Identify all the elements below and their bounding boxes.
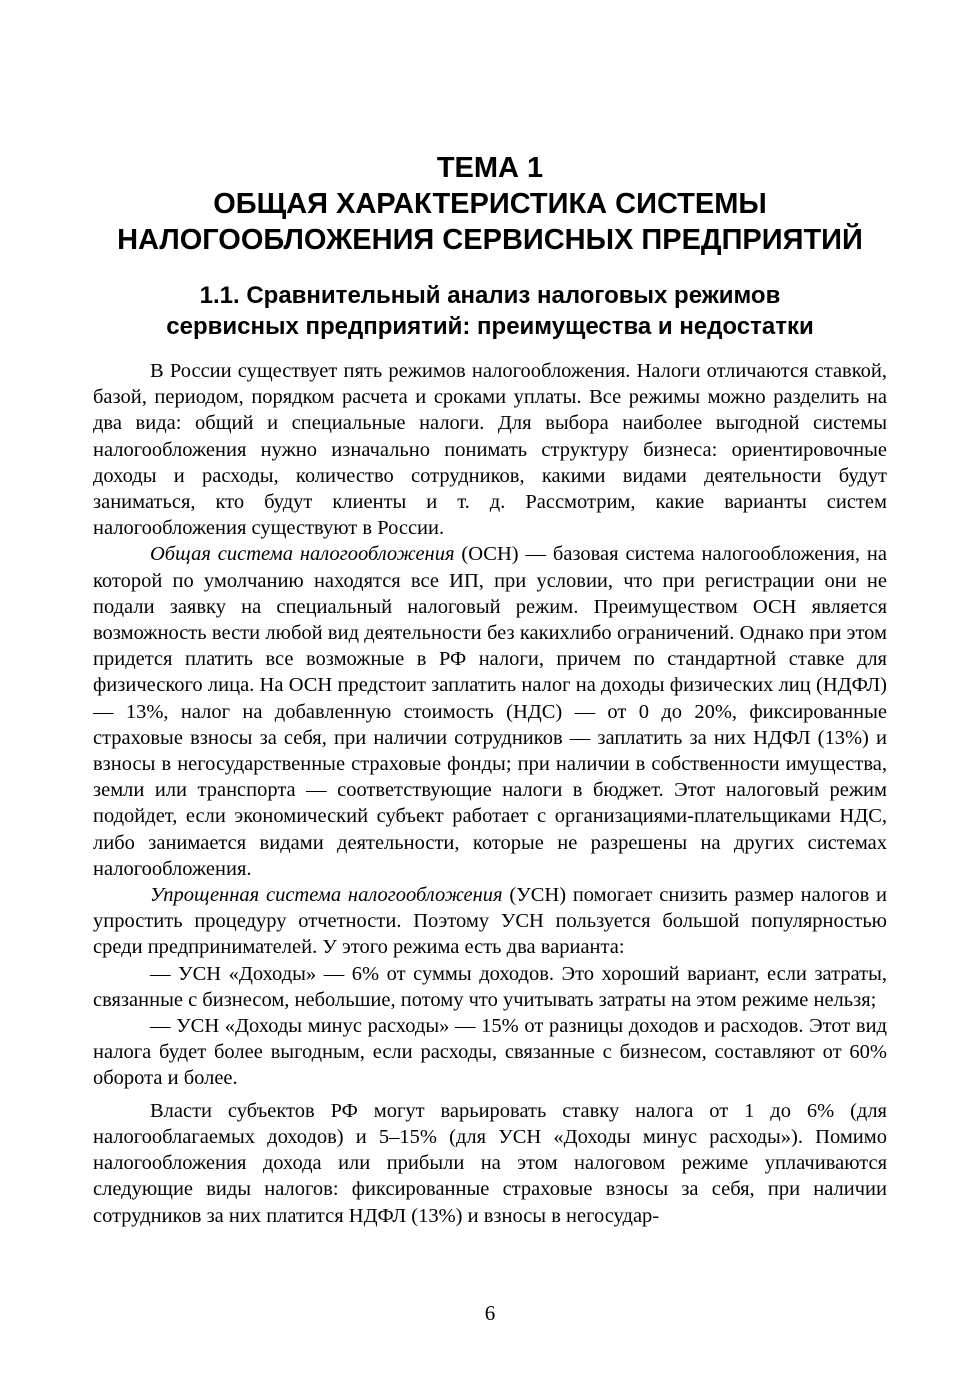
chapter-number: ТЕМА 1 [436, 152, 544, 184]
paragraph-intro: В России существует пять режимов налогообложения. Налоги отличаются ставкой, базой, периодом, порядком расчета и сроками уплаты. Все режимы можно разделить на два вида: общий и специальные налоги. Для выбора наиболее выгодной системы налогообложения нужно изначально понимать структуру бизнеса: ориентировочные доходы и расходы, количество сотрудников, какими видами деятельности будут заниматься, кто будут клиенты и т. д. Рассмотрим, какие варианты систем налогообложения существуют в России. [93, 360, 887, 540]
section-heading [93, 280, 887, 342]
page-number: 6 [484, 1301, 496, 1325]
list-item-usn-income: — УСН «Доходы» — 6% от суммы доходов. Это хороший вариант, если затраты, связанные с бизнесом, небольшие, потому что учитывать затраты на этом режиме нельзя; [93, 962, 887, 1011]
paragraph-osn-text: (ОСН) — базовая система налогообложения, на которой по умолчанию находятся все ИП, при условии, что при регистрации они не подали заявку на специальный налоговый режим. Преимуществом ОСН является возможность вести любой вид деятельности без какихлибо ограничений. Однако при этом придется платить все возможные в РФ налоги, причем по стандартной ставке для физического лица. На ОСН предстоит заплатить налог на доходы физических лиц (НДФЛ) — 13%, налог на добавленную стоимость (НДС) — от 0 до 20%, фиксированные страховые взносы за себя, при наличии сотрудников — заплатить за них НДФЛ (13%) и взносы в негосударственные страховые фонды; при наличии в собственности имущества, земли или транспорта — соответствующие налоги в бюджет. Этот налоговый режим подойдет, если экономический субъект работает с организациями-плательщиками НДС, либо занимается видами деятельности, которые не разрешены на других системах налогообложения. [93, 543, 887, 880]
chapter-title-line-2: НАЛОГООБЛОЖЕНИЯ СЕРВИСНЫХ ПРЕДПРИЯТИЙ [117, 224, 863, 256]
section-title-line-1: 1.1. Сравнительный анализ налоговых режимов [199, 282, 781, 309]
chapter-title-line-1: ОБЩАЯ ХАРАКТЕРИСТИКА СИСТЕМЫ [213, 188, 767, 220]
paragraph-osn [93, 541, 887, 882]
paragraph-usn-text: (УСН) помогает снизить размер налогов и упростить процедуру отчетности. Поэтому УСН пользуется большой популярностью среди предпринимателей. У этого режима есть два варианта: [93, 884, 888, 959]
list-item-usn-income-minus-expenses: — УСН «Доходы минус расходы» — 15% от разницы доходов и расходов. Этот вид налога будет более выгодным, если расходы, связанные с бизнесом, составляют от 60% оборота и более. [93, 1015, 887, 1090]
section-title-line-2: сервисных предприятий: преимущества и недостатки [166, 313, 814, 340]
chapter-heading [93, 150, 887, 258]
term-osn: Общая система налогообложения [150, 543, 455, 566]
paragraph-usn [93, 882, 887, 961]
body-text [93, 358, 887, 1229]
document-page [93, 150, 887, 1229]
term-usn: Упрощенная система налогообложения [150, 884, 503, 907]
paragraph-regional-rates: Власти субъектов РФ могут варьировать ставку налога от 1 до 6% (для налогооблагаемых доходов) и 5–15% (для УСН «Доходы минус расходы»). Помимо налогообложения дохода или прибыли на этом налоговом режиме уплачиваются следующие виды налогов: фиксированные страховые взносы за себя, при наличии сотрудников за них платится НДФЛ (13%) и взносы в негосудар- [93, 1099, 887, 1227]
